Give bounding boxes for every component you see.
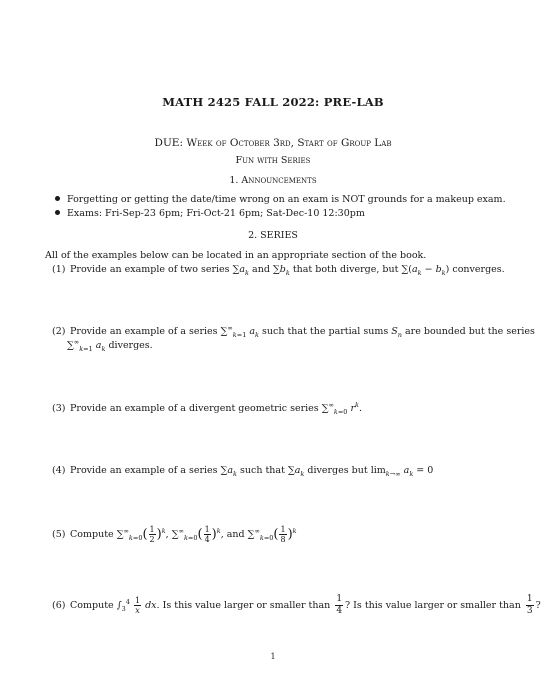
- problem-text: Is this value larger or smaller than: [162, 600, 331, 611]
- problem-text: are bounded but the series: [405, 326, 535, 337]
- math-sum-b: $\sum b_k$: [272, 264, 290, 277]
- math-series-quarter: $\sum^\infty_{k=0}$( $\frac{1}{4}$ )$^k$: [171, 525, 221, 544]
- problem-text: diverges.: [108, 340, 153, 351]
- problem-text: that both diverge, but: [292, 264, 399, 275]
- problem-text: such that: [240, 465, 285, 476]
- document-title: MATH 2425 FALL 2022: PRE-LAB: [162, 95, 384, 109]
- problem-2: [52, 323, 535, 339]
- math-one-fourth: $\frac{1}{4}$ ?: [336, 594, 351, 616]
- problem-4: [52, 465, 433, 476]
- problem-text: Compute: [70, 529, 114, 540]
- announcement-bullet: [55, 208, 365, 219]
- bullet-icon: [55, 210, 60, 215]
- problem-number: (2): [52, 326, 66, 337]
- math-sum-a: $\sum a_k$: [232, 264, 249, 277]
- announcement-bullet: [55, 194, 506, 205]
- math-series: $\sum^\infty_{k=1}$ $a_k$: [67, 337, 106, 353]
- problem-number: (1): [52, 264, 66, 275]
- math-series: $\sum^\infty_{k=1}$ $a_k$: [220, 323, 259, 339]
- problem-number: (4): [52, 465, 66, 476]
- announcement-text: Exams: Fri-Sep-23 6pm; Fri-Oct-21 6pm; Sat-Dec-10 12:30pm: [67, 208, 365, 219]
- announcement-text: Forgetting or getting the date/time wrong on an exam is NOT grounds for a makeup exam.: [67, 194, 506, 205]
- problem-number: (3): [52, 403, 66, 414]
- due-date-line: DUE: Week of October 3rd, Start of Group Lab: [154, 137, 392, 149]
- problem-number: (6): [52, 600, 66, 611]
- problem-text: Provide an example of a series: [70, 465, 218, 476]
- section-2-intro: All of the examples below can be located in an appropriate section of the book.: [45, 250, 427, 261]
- math-integral: $\int_3^4$ $\frac{1}{x}$ dx.: [116, 596, 160, 615]
- problem-text: diverges but: [307, 465, 368, 476]
- problem-6: [52, 594, 541, 617]
- math-series-eighth: $\sum^\infty_{k=0}$( $\frac{1}{8}$ )$^k$: [247, 525, 297, 544]
- section-2-heading: 2. SERIES: [248, 230, 298, 241]
- math-series-half: $\sum^\infty_{k=0}$( $\frac{1}{2}$ )$^k$: [116, 525, 166, 544]
- bullet-icon: [55, 196, 60, 201]
- problem-text: Compute: [70, 600, 114, 611]
- math-partial-sum: $S_n$: [391, 326, 402, 339]
- problem-text: and: [252, 264, 270, 275]
- problem-text: Provide an example of a series: [70, 326, 218, 337]
- problem-1: [52, 264, 505, 275]
- math-sum-a: $\sum a_k$: [287, 465, 305, 478]
- problem-text: converges.: [452, 264, 505, 275]
- page-number: 1: [270, 652, 276, 661]
- math-one-third: $\frac{1}{3}$ ?: [526, 594, 541, 616]
- section-1-heading: 1. Announcements: [229, 175, 317, 186]
- problem-5: (5) Compute $\sum^\infty_{k=0}$( $\frac{1}{2}$ )$^k$, $\sum^\infty_{k=0}$( $\frac{1}{4}$ )$^k$, and $\sum^\infty_{k=0}$( $\frac{1}{8}$ )$^k$: [52, 525, 297, 544]
- math-geometric-series: $\sum^\infty_{k=0}$ $r^k$.: [321, 400, 363, 416]
- problem-3: [52, 400, 363, 416]
- problem-text: such that the partial sums: [262, 326, 389, 337]
- math-limit: $\lim_{k\to\infty} a_k = 0$: [370, 465, 434, 478]
- problem-text: and: [226, 529, 245, 540]
- math-sum-difference: $\sum(a_k - b_k)$: [401, 264, 450, 277]
- problem-text: Provide an example of two series: [70, 264, 230, 275]
- problem-text: Provide an example of a divergent geometric series: [70, 403, 319, 414]
- subtitle: Fun with Series: [235, 155, 311, 166]
- problem-text: Is this value larger or smaller than: [353, 600, 521, 611]
- math-sum-a: $\sum a_k$: [220, 465, 237, 478]
- problem-number: (5): [52, 529, 66, 540]
- problem-2-continued: [67, 337, 153, 353]
